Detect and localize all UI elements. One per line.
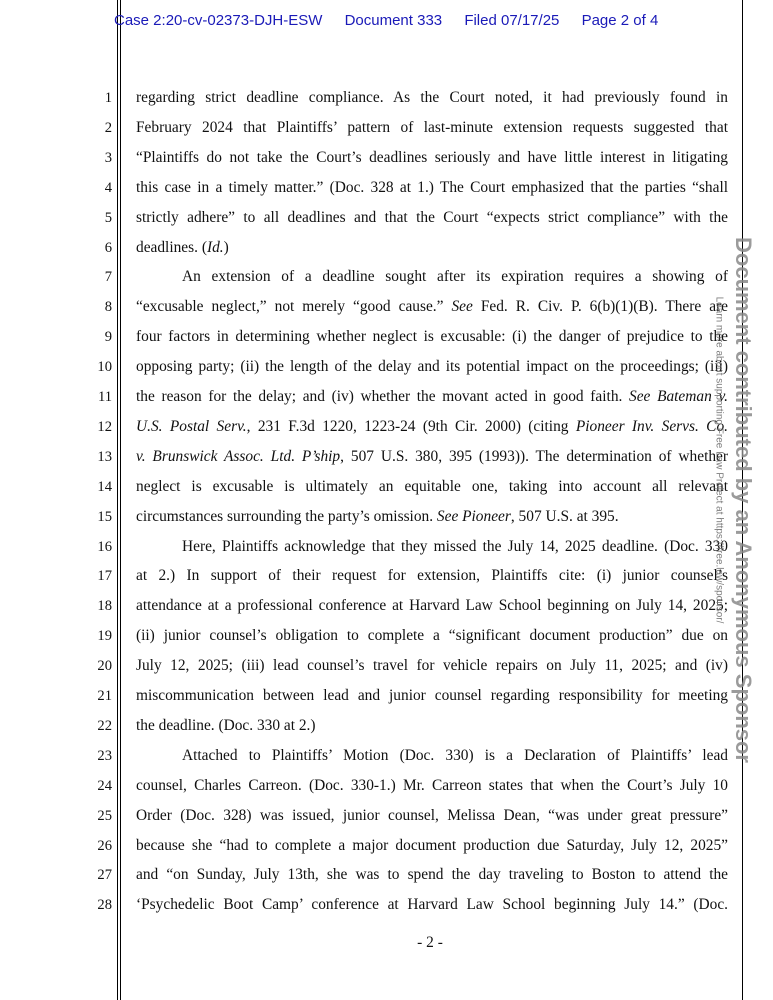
text-line: (ii) junior counsel’s obligation to complete a “significant document production” due on xyxy=(136,627,728,645)
text-line: U.S. Postal Serv., 231 F.3d 1220, 1223-24 (9th Cir. 2000) (citing Pioneer Inv. Servs. Co. xyxy=(136,417,728,435)
text-line: An extension of a deadline sought after its expiration requires a showing of xyxy=(182,268,728,286)
line-number: 16 xyxy=(97,538,112,555)
line-number: 9 xyxy=(104,329,112,346)
line-number: 15 xyxy=(97,508,112,525)
text-line: Order (Doc. 328) was issued, junior counsel, Melissa Dean, “was under great pressure” xyxy=(136,806,728,824)
text-line: miscommunication between lead and junior counsel regarding responsibility for meeting xyxy=(136,687,728,704)
left-margin-rule xyxy=(117,0,118,1000)
text-line: opposing party; (ii) the length of the delay and its potential impact on the proceedings; (iii) xyxy=(136,358,728,376)
line-number: 3 xyxy=(104,149,112,166)
line-number: 17 xyxy=(97,568,112,585)
line-number: 20 xyxy=(97,658,112,675)
line-number: 28 xyxy=(97,897,112,914)
line-number: 26 xyxy=(97,837,112,854)
text-line: because she “had to complete a major document production due Saturday, July 12, 2025” xyxy=(136,836,728,854)
text-line: February 2024 that Plaintiffs’ pattern of last-minute extension requests suggested that xyxy=(136,118,728,136)
text-line: neglect is excusable is ultimately an equitable one, taking into account all relevant xyxy=(136,477,728,495)
line-number: 21 xyxy=(97,688,112,704)
left-margin-rule-inner xyxy=(120,0,121,1000)
text-line: deadlines. (Id.) xyxy=(136,238,229,256)
line-number: 8 xyxy=(104,299,112,316)
line-number: 1 xyxy=(104,90,112,106)
text-line: “excusable neglect,” not merely “good cause.” See Fed. R. Civ. P. 6(b)(1)(B). There are xyxy=(136,298,729,316)
line-number: 4 xyxy=(104,179,112,196)
text-line: and “on Sunday, July 13th, she was to spend the day traveling to Boston to attend the xyxy=(136,866,728,884)
text-line: regarding strict deadline compliance. As the Court noted, it had previously found in xyxy=(136,89,728,106)
line-number: 2 xyxy=(104,119,112,136)
document-number: Document 333 xyxy=(344,12,443,29)
sponsor-watermark: Document contributed by an Anonymous Sponsor xyxy=(731,237,756,763)
line-number: 25 xyxy=(97,807,112,824)
line-number: 18 xyxy=(97,598,112,615)
line-number: 10 xyxy=(97,359,112,376)
line-number: 11 xyxy=(97,389,112,405)
text-line: this case in a timely matter.” (Doc. 328 at 1.) The Court emphasized that the parties “shall xyxy=(136,178,728,196)
filed-date: Filed 07/17/25 xyxy=(464,12,560,29)
line-number: 5 xyxy=(104,209,112,226)
text-line: four factors in determining whether neglect is excusable: (i) the danger of prejudice to the xyxy=(136,328,728,346)
text-line: Here, Plaintiffs acknowledge that they missed the July 14, 2025 deadline. (Doc. 330 xyxy=(182,537,728,555)
text-line: strictly adhere” to all deadlines and that the Court “expects strict compliance” with the xyxy=(136,208,728,226)
line-number: 22 xyxy=(97,717,112,734)
line-number: 13 xyxy=(97,448,112,465)
line-number: 12 xyxy=(97,418,112,435)
line-number: 24 xyxy=(97,777,112,794)
page-footer: - 2 - xyxy=(417,934,443,951)
line-number: 7 xyxy=(104,269,112,286)
line-number: 23 xyxy=(97,747,112,764)
text-line: July 12, 2025; (iii) lead counsel’s travel for vehicle repairs on July 11, 2025; and (iv) xyxy=(136,657,728,675)
line-number: 6 xyxy=(104,239,112,256)
text-line: Attached to Plaintiffs’ Motion (Doc. 330) is a Declaration of Plaintiffs’ lead xyxy=(182,746,728,764)
line-number: 27 xyxy=(97,867,112,884)
sponsor-watermark-link: Learn more about supporting Free Law Project at https://free.law/sponsor/ xyxy=(713,296,725,624)
text-line: v. Brunswick Assoc. Ltd. P’ship, 507 U.S. 380, 395 (1993)). The determination of whether xyxy=(136,447,728,465)
text-line: at 2.) In support of their request for extension, Plaintiffs cite: (i) junior counsel’s xyxy=(136,567,728,585)
page-count: Page 2 of 4 xyxy=(581,12,659,29)
ecf-header xyxy=(114,12,676,29)
text-line: counsel, Charles Carreon. (Doc. 330-1.) Mr. Carreon states that when the Court’s July 10 xyxy=(136,776,728,794)
text-line: the deadline. (Doc. 330 at 2.) xyxy=(136,716,316,734)
text-line: ‘Psychedelic Boot Camp’ conference at Harvard Law School beginning July 14.” (Doc. xyxy=(136,896,728,914)
line-number: 19 xyxy=(97,628,112,645)
text-line: circumstances surrounding the party’s omission. See Pioneer, 507 U.S. at 395. xyxy=(136,507,619,525)
text-line: “Plaintiffs do not take the Court’s deadlines seriously and have little interest in litigating xyxy=(136,148,728,166)
case-number: Case 2:20-cv-02373-DJH-ESW xyxy=(114,12,323,29)
text-line: the reason for the delay; and (iv) whether the movant acted in good faith. See Bateman v. xyxy=(136,388,728,405)
line-number: 14 xyxy=(97,478,112,495)
text-line: attendance at a professional conference at Harvard Law School beginning on July 14, 2025; xyxy=(136,597,728,615)
